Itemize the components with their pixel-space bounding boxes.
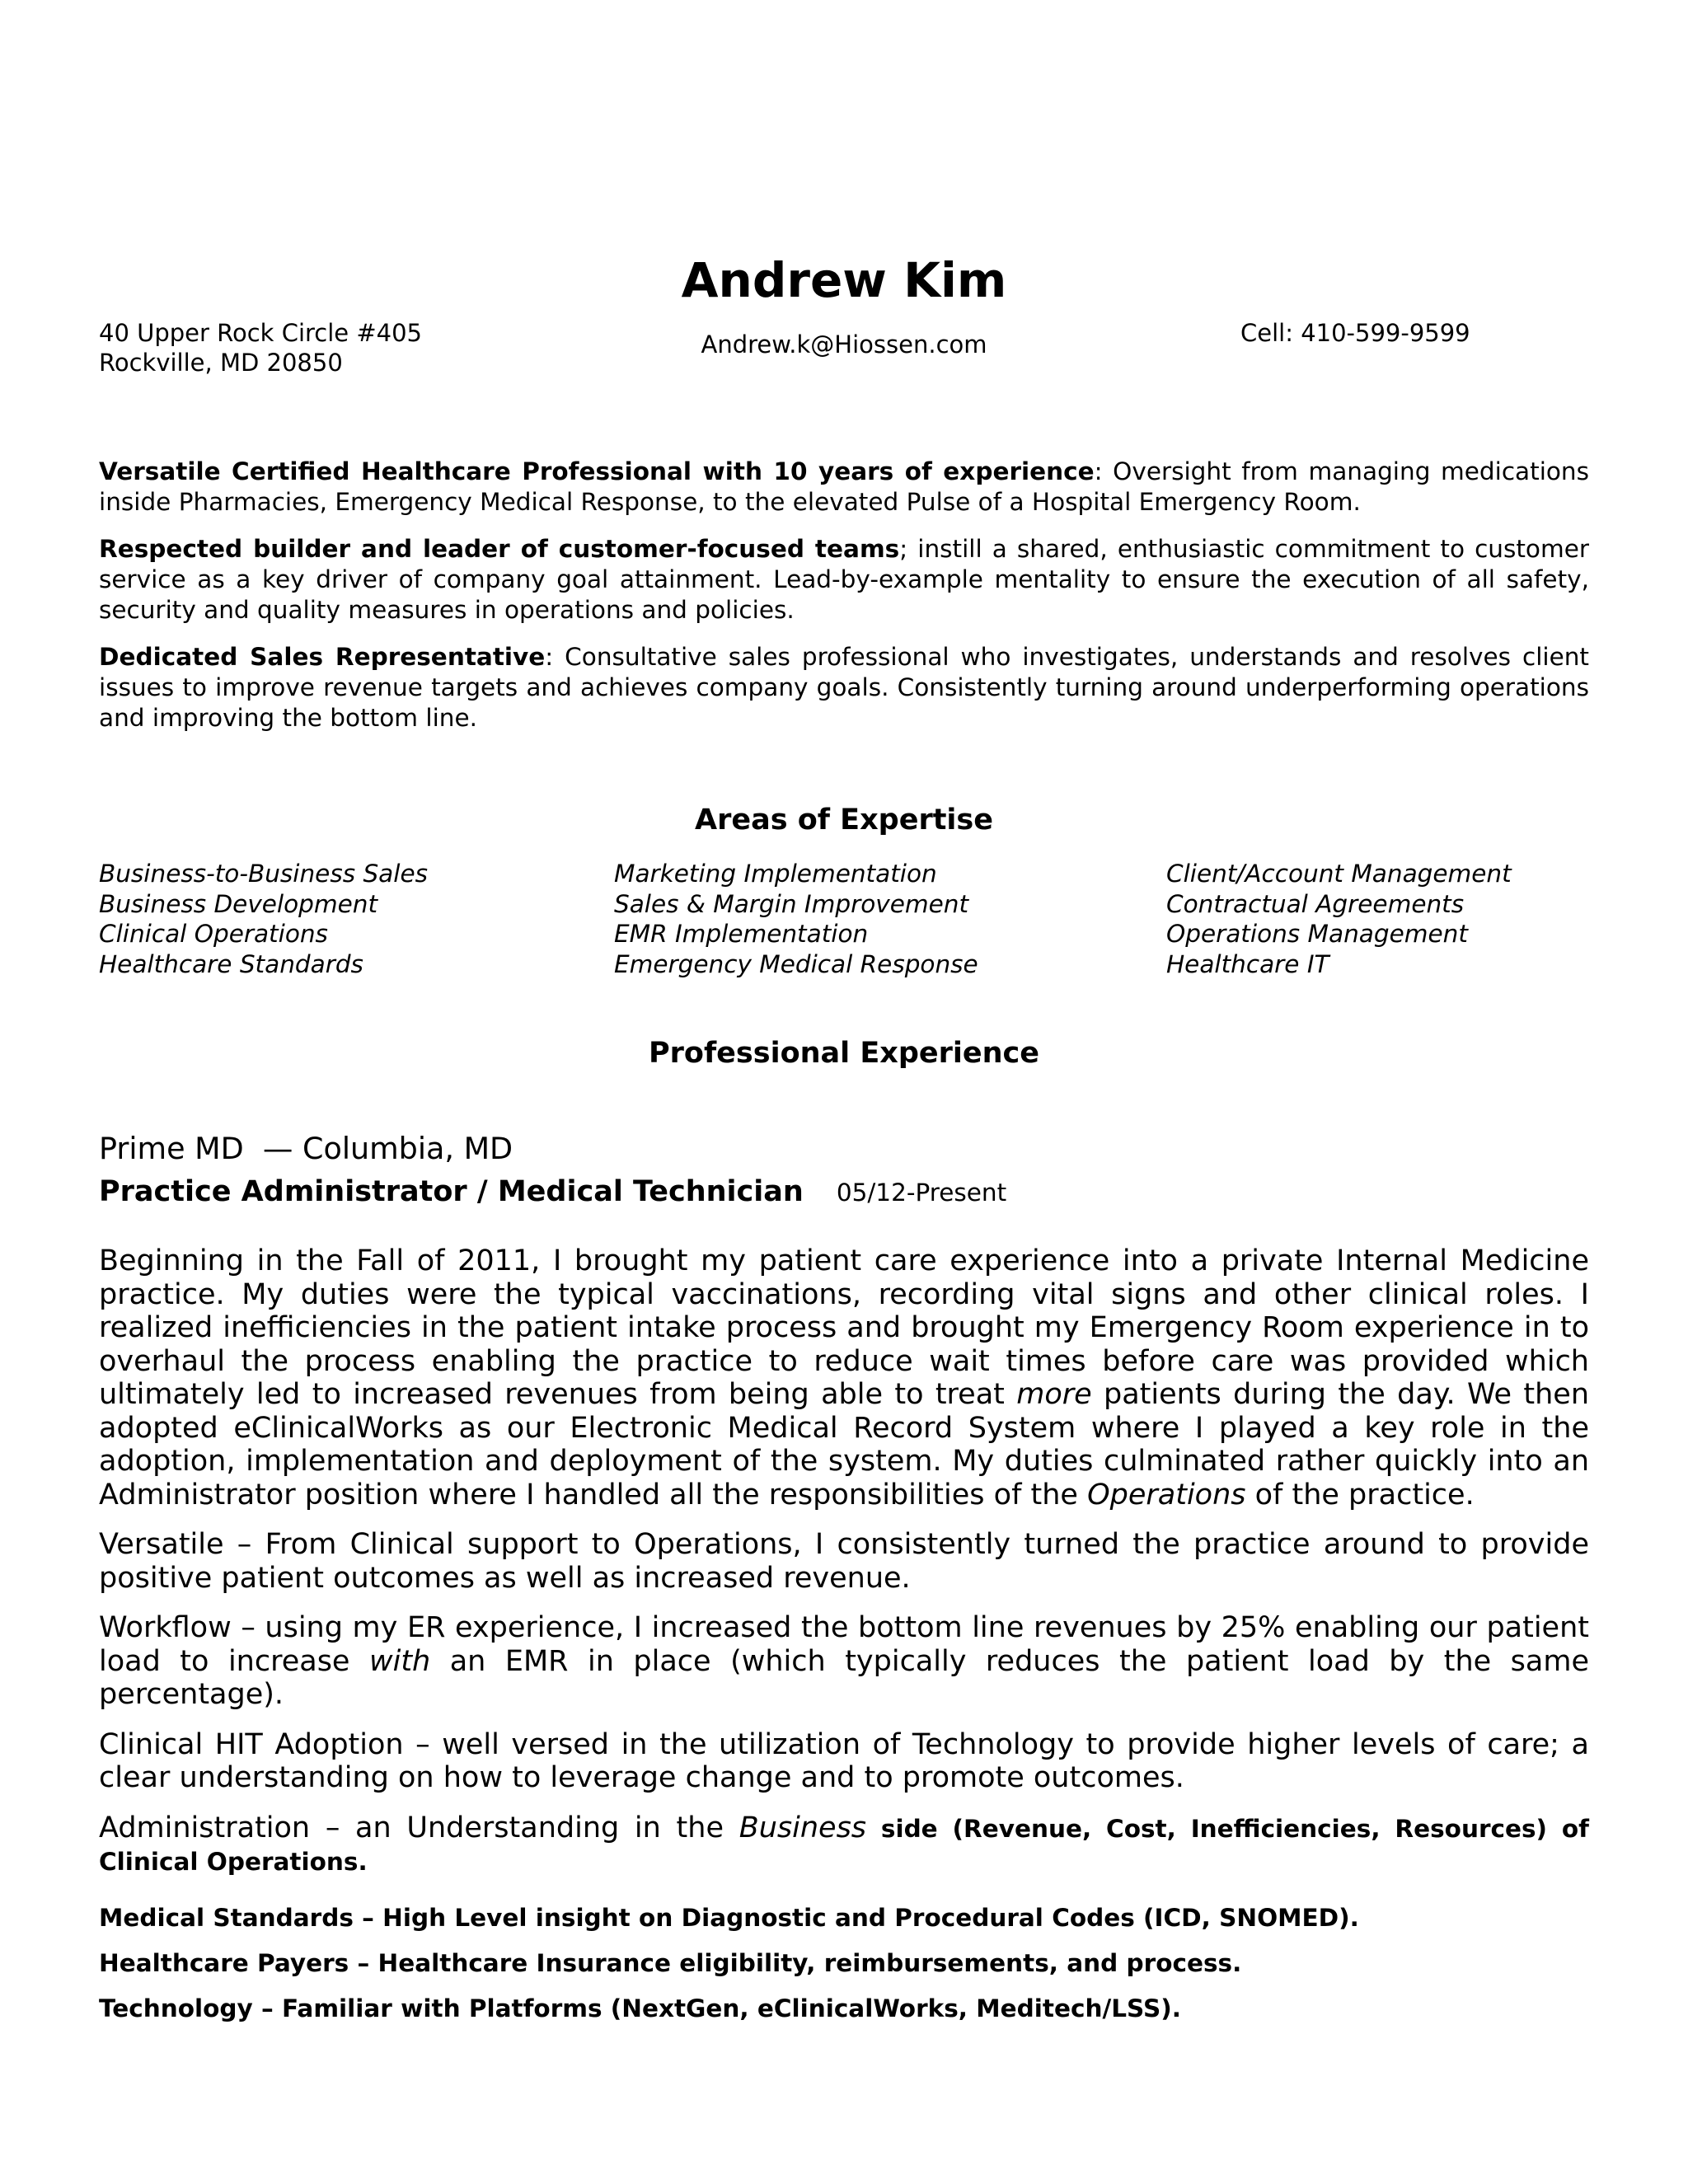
summary-lead: Versatile Certified Healthcare Professional with 10 years of experience (99, 457, 1095, 485)
emphasis-text: Business (738, 1811, 867, 1844)
text-run: of the practice. (1245, 1478, 1475, 1511)
emphasis-text: Operations (1087, 1478, 1246, 1511)
summary-text: ; instill a shared, enthusiastic commitment to customer service as a key driver of company goal attainment. Lead-by-example mentality to ensure the execution of all safety, security and quality measures in operations and policies. (99, 535, 1589, 624)
expertise-item: Emergency Medical Response (614, 949, 978, 978)
text-run: Administration – an Understanding in the (99, 1811, 739, 1844)
expertise-item: Marketing Implementation (614, 860, 937, 888)
expertise-item: Clinical Operations (99, 920, 328, 948)
emphasis-text: more (1016, 1378, 1092, 1411)
address-line-1: 40 Upper Rock Circle #405 (99, 319, 422, 347)
expertise-item: EMR Implementation (614, 920, 869, 948)
text-run: Workflow – using my ER experience, I increased the bottom line revenues by 25% enabling our patient load to increase (99, 1611, 1589, 1678)
text-run: Beginning in the Fall of 2011, I brought my patient care experience into a private Internal Medicine practice. My duties were the typical vaccinations, recording vital signs and other clinical roles. I realized inefficiencies in the patient intake process and brought my Emergency Room experience in to overhaul the process enabling the practice to reduce wait times before care was provided which ultimately led to increased revenues from being able to treat (99, 1244, 1589, 1411)
areas-of-expertise-heading: Areas of Expertise (694, 804, 993, 837)
summary-text: : Consultative sales professional who investigates, understands and resolves client issues to improve revenue targets and achieves company goals. Consistently turning around underperforming operations and improving the bottom line. (99, 643, 1589, 732)
address-line-2: Rockville, MD 20850 (99, 349, 343, 377)
professional-experience-heading: Professional Experience (648, 1037, 1040, 1070)
emphasis-text: with (368, 1644, 431, 1678)
text-run: side (Revenue, Cost, Inefficiencies, Resources) of Clinical Operations. (99, 1814, 1589, 1876)
role-line (99, 1174, 1006, 1215)
expertise-item: Sales & Margin Improvement (614, 889, 969, 918)
summary-lead: Dedicated Sales Representative (99, 643, 546, 671)
expertise-item: Business-to-Business Sales (99, 860, 428, 888)
employment-dates: 05/12-Present (836, 1179, 1007, 1207)
expertise-item: Healthcare Standards (99, 949, 363, 978)
email-address: Andrew.k@Hiossen.com (701, 330, 987, 359)
text-run: an EMR in place (which typically reduces the patient load by the same percentage). (99, 1644, 1589, 1711)
professional-summary (99, 457, 1589, 750)
expertise-item: Client/Account Management (1166, 860, 1512, 888)
text-run: patients during the day. We then adopted eClinicalWorks as our Electronic Medical Record System where I played a key role in the adoption, implementation and deployment of the system. My duties culminated rather quickly into an Administrator position where I handled all the responsibilities of the (99, 1378, 1590, 1511)
job-title: Practice Administrator / Medical Technician (99, 1175, 804, 1208)
expertise-column-1 (99, 859, 428, 979)
phone-number: Cell: 410-599-9599 (1240, 319, 1470, 347)
experience-bullet-administration (99, 1811, 1589, 1878)
summary-paragraph (99, 457, 1589, 518)
experience-bullet-workflow (99, 1611, 1589, 1712)
expertise-column-2 (614, 859, 978, 979)
summary-paragraph (99, 534, 1589, 626)
experience-description (99, 1244, 1589, 2039)
company-location: Prime MD — Columbia, MD (99, 1131, 513, 1166)
experience-bullet-medical-standards: Medical Standards – High Level insight on Diagnostic and Procedural Codes (ICD, SNOMED). (99, 1903, 1359, 1932)
candidate-name: Andrew Kim (681, 252, 1007, 308)
experience-bullet-healthcare-payers: Healthcare Payers – Healthcare Insurance eligibility, reimbursements, and process. (99, 1948, 1242, 1977)
expertise-item: Business Development (99, 889, 378, 918)
summary-paragraph (99, 642, 1589, 733)
expertise-item: Healthcare IT (1166, 949, 1329, 978)
summary-lead: Respected builder and leader of customer-focused teams (99, 535, 900, 563)
experience-bullet-versatile: Versatile – From Clinical support to Operations, I consistently turned the practice around to provide positive patient outcomes as well as increased revenue. (99, 1528, 1589, 1595)
expertise-column-3 (1166, 859, 1512, 979)
experience-bullet-technology: Technology – Familiar with Platforms (NextGen, eClinicalWorks, Meditech/LSS). (99, 1994, 1181, 2022)
expertise-item: Contractual Agreements (1166, 889, 1465, 918)
summary-text: : Oversight from managing medications inside Pharmacies, Emergency Medical Response, to the elevated Pulse of a Hospital Emergency Room. (99, 457, 1590, 516)
expertise-item: Operations Management (1166, 920, 1468, 948)
experience-bullet-clinical-hit: Clinical HIT Adoption – well versed in the utilization of Technology to provide higher levels of care; a clear understanding on how to leverage change and to promote outcomes. (99, 1727, 1589, 1794)
experience-paragraph (99, 1244, 1589, 1511)
